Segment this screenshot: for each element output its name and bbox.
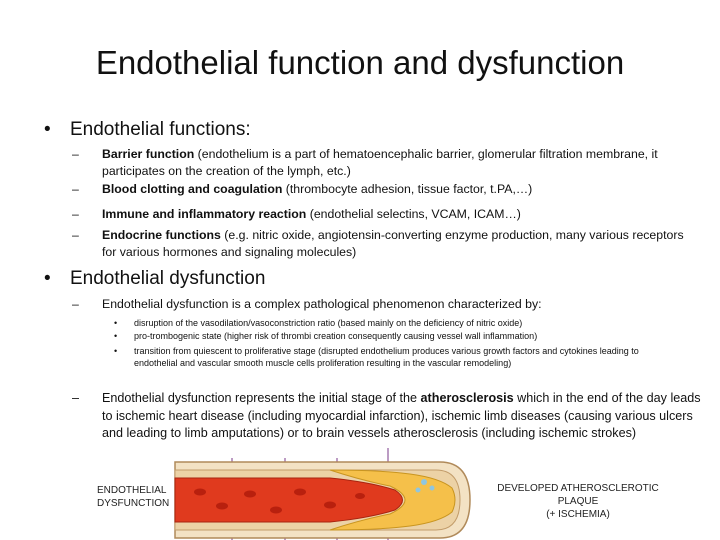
function-item-endocrine: – Endocrine functions (e.g. nitric oxide, angiotensin-converting enzyme production, many various receptors for various hormones and signaling molecules): [72, 228, 684, 259]
dysfunction-subitem-trombogenic: • pro-trombogenic state (higher risk of thrombi creation consequently causing vessel wall inflammation): [114, 331, 538, 341]
blood-cell: [216, 503, 228, 510]
page-title: Endothelial function and dysfunction: [95, 44, 625, 81]
dysfunction-subitem-vasodilation: • disruption of the vasodilation/vasoconstriction ratio (based mainly on the deficiency of nitric oxide): [114, 318, 523, 328]
dysfunction-outcome: – Endothelial dysfunction represents the initial stage of the atherosclerosis which in the end of the day leads to ischemic heart disease (including myocardial infarction), ischemic limb diseases (causing various ulcers and leading to limb amputations) or to brain vessels atherosclerosis (including ischemic strokes): [72, 391, 701, 440]
blood-cell: [244, 491, 256, 498]
blood-cell: [355, 493, 365, 499]
blood-cell: [324, 502, 336, 509]
dysfunction-subitem-proliferative: • transition from quiescent to proliferative stage (disrupted endothelium produces various growth factors and cytokines leading to endothelial and vascular smooth muscle cells proliferation resulting in the vascular remodeling): [114, 346, 639, 368]
inflammatory-cell: [421, 479, 427, 485]
blood-cell: [270, 507, 282, 514]
blood-cell: [194, 489, 206, 496]
dysfunction-intro: – Endothelial dysfunction is a complex pathological phenomenon characterized by:: [72, 297, 542, 311]
heading-text: Endothelial dysfunction: [70, 268, 266, 289]
caption-endothelial-dysfunction: ENDOTHELIAL DYSFUNCTION: [97, 485, 170, 509]
blood-lumen: [175, 478, 403, 522]
bullet: •: [44, 119, 51, 140]
inflammatory-cell: [430, 486, 435, 491]
bullet: •: [44, 268, 51, 289]
inflammatory-cell: [416, 488, 421, 493]
function-item-immune: – Immune and inflammatory reaction (endothelial selectins, VCAM, ICAM…): [72, 207, 521, 221]
caption-developed-plaque: DEVELOPED ATHEROSCLEROTIC PLAQUE (+ ISCHEMIA): [497, 483, 659, 520]
blood-cell: [294, 489, 306, 496]
function-item-barrier: – Barrier function (endothelium is a part of hematoencephalic barrier, glomerular filtration membrane, it participates on the creation of the lymph, etc.): [72, 147, 658, 178]
heading-text: Endothelial functions:: [70, 119, 251, 140]
function-item-coagulation: – Blood clotting and coagulation (thrombocyte adhesion, tissue factor, t.PA,…): [72, 182, 533, 196]
